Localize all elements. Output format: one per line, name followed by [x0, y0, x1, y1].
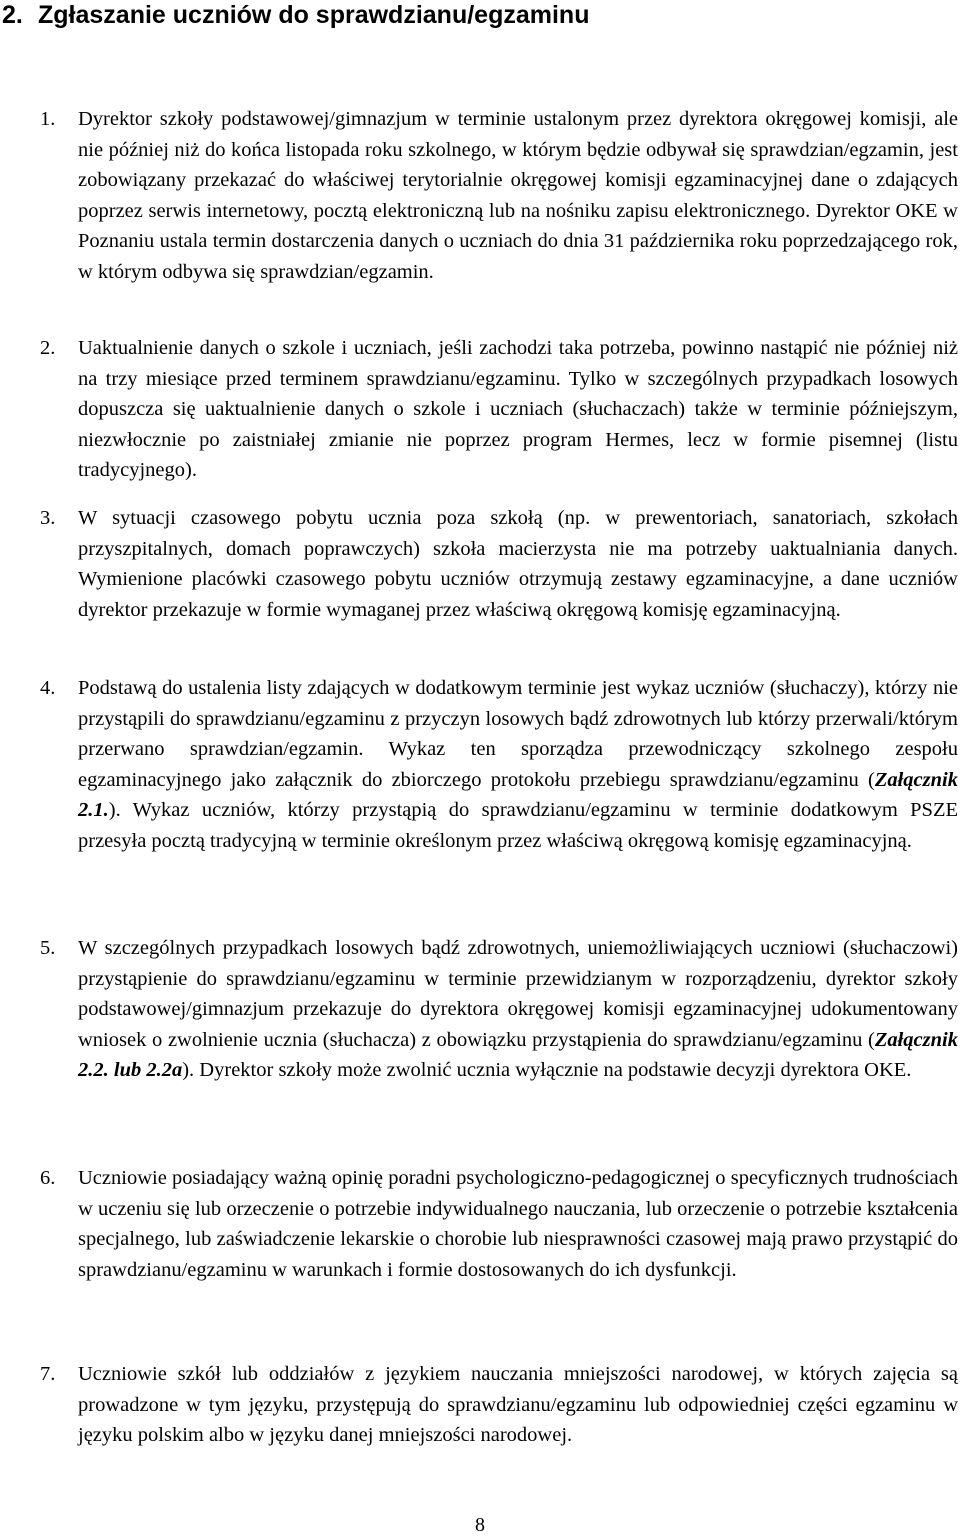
page-number: 8: [475, 1514, 485, 1536]
list-item-text: [78, 1359, 958, 1451]
text-segment: W sytuacji czasowego pobytu ucznia poza szkołą (np. w prewentoriach, sanatoriach, szkołach przyszpitalnych, domach poprawczych) szkoła macierzysta nie ma potrzeby uaktualniania danych. Wymienione placówki czasowego pobytu uczniów otrzymują zestawy egzaminacyjne, a dane uczniów dyrektor przekazuje w formie wymaganej przez właściwą okręgową komisję egzaminacyjną.: [78, 507, 958, 621]
list-item-number: 1.: [40, 108, 56, 130]
list-item-text: [78, 104, 958, 287]
list-item-text: [78, 1163, 958, 1285]
section-heading: [2, 0, 589, 30]
text-segment: ). Wykaz uczniów, którzy przystąpią do sprawdzianu/egzaminu w terminie dodatkowym PSZE przesyła pocztą tradycyjną w terminie określonym przez właściwą okręgową komisję egzaminacyjną.: [78, 799, 958, 852]
list-item-text: [78, 933, 958, 1086]
list-item-number: 7.: [40, 1363, 56, 1385]
text-segment: Dyrektor szkoły podstawowej/gimnazjum w terminie ustalonym przez dyrektora okręgowej komisji, ale nie później niż do końca listopada roku szkolnego, w którym będzie odbywał się sprawdzian/egzamin, jest zobowiązany przekazać do właściwej terytorialnie okręgowej komisji egzaminacyjnej dane o zdających poprzez serwis internetowy, pocztą elektroniczną lub na nośniku zapisu elektronicznego. Dyrektor OKE w Poznaniu ustala termin dostarczenia danych o uczniach do dnia 31 października roku poprzedzającego rok, w którym odbywa się sprawdzian/egzamin.: [78, 108, 958, 283]
text-segment: Uczniowie posiadający ważną opinię poradni psychologiczno-pedagogicznej o specyficznych trudnościach w uczeniu się lub orzeczenie o potrzebie indywidualnego nauczania, lub orzeczenie o potrzebie kształcenia specjalnego, lub zaświadczenie lekarskie o chorobie lub niesprawności czasowej mają prawo przystąpić do sprawdzianu/egzaminu w warunkach i formie dostosowanych do ich dysfunkcji.: [78, 1167, 958, 1281]
attachment-reference: Załącznik 2.2. lub 2.2a: [78, 1028, 958, 1081]
list-item-number: 5.: [40, 937, 56, 959]
list-item-text: [78, 503, 958, 625]
text-segment: Uaktualnienie danych o szkole i uczniach, jeśli zachodzi taka potrzeba, powinno nastąpić nie później niż na trzy miesiące przed terminem sprawdzianu/egzaminu. Tylko w szczególnych przypadkach losowych dopuszcza się uaktualnienie danych o szkole i uczniach (słuchaczach) także w terminie późniejszym, niezwłocznie po zaistniałej zmianie nie poprzez program Hermes, lecz w formie pisemnej (listu tradycyjnego).: [78, 337, 958, 481]
list-item: [40, 1359, 958, 1451]
list-item: [40, 503, 958, 625]
list-item: [40, 1163, 958, 1285]
list-item: [40, 933, 958, 1086]
list-item-text: [78, 673, 958, 856]
list-item-text: [78, 333, 958, 486]
list-item: [40, 673, 958, 856]
text-segment: Podstawą do ustalenia listy zdających w dodatkowym terminie jest wykaz uczniów (słuchaczy), którzy nie przystąpili do sprawdzianu/egzaminu z przyczyn losowych bądź zdrowotnych lub którzy przerwali/którym przerwano sprawdzian/egzamin. Wykaz ten sporządza przewodniczący szkolnego zespołu egzaminacyjnego jako załącznik do zbiorczego protokołu przebiegu sprawdzianu/egzaminu (: [78, 677, 958, 791]
list-item: [40, 104, 958, 287]
section-title: Zgłaszanie uczniów do sprawdzianu/egzaminu: [38, 1, 590, 29]
attachment-reference: Załącznik 2.1.: [78, 768, 958, 821]
list-item: [40, 333, 958, 486]
section-number: 2.: [2, 1, 23, 29]
list-item-number: 4.: [40, 677, 56, 699]
list-item-number: 2.: [40, 337, 56, 359]
list-item-number: 3.: [40, 507, 56, 529]
text-segment: Uczniowie szkół lub oddziałów z językiem nauczania mniejszości narodowej, w których zajęcia są prowadzone w tym języku, przystępują do sprawdzianu/egzaminu lub odpowiedniej części egzaminu w języku polskim albo w języku danej mniejszości narodowej.: [78, 1363, 958, 1446]
list-item-number: 6.: [40, 1167, 56, 1189]
text-segment: ). Dyrektor szkoły może zwolnić ucznia wyłącznie na podstawie decyzji dyrektora OKE.: [182, 1059, 912, 1081]
text-segment: W szczególnych przypadkach losowych bądź zdrowotnych, uniemożliwiających uczniowi (słuchaczowi) przystąpienie do sprawdzianu/egzaminu w terminie przewidzianym w rozporządzeniu, dyrektor szkoły podstawowej/gimnazjum przekazuje do dyrektora okręgowej komisji egzaminacyjnej udokumentowany wniosek o zwolnienie ucznia (słuchacza) z obowiązku przystąpienia do sprawdzianu/egzaminu (: [78, 937, 958, 1051]
